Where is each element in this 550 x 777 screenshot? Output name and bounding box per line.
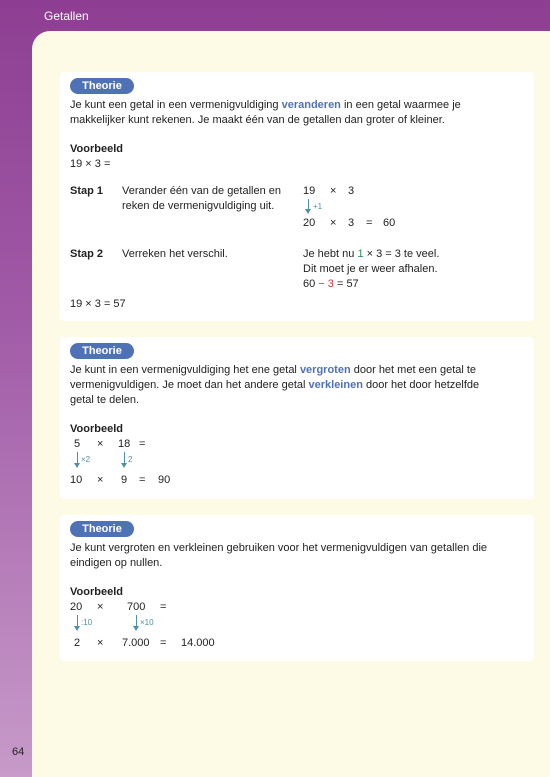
step-description: Verander één van de getallen en — [122, 185, 282, 197]
arrow-label: :10 — [81, 618, 93, 627]
calc-result: 14.000 — [181, 637, 215, 649]
equals-sign: = — [139, 438, 146, 450]
calc-number: 18 — [118, 438, 131, 450]
step-explanation: Je hebt nu 1 × 3 = 3 te veel. — [303, 248, 440, 260]
calc-number: 19 — [303, 185, 316, 197]
theory-text-line: vermenigvuldigen. Je moet dan het andere getal verkleinen door het door hetzelfde — [70, 379, 480, 391]
step-explanation: Dit moet je er weer afhalen. — [303, 263, 438, 275]
times-sign: × — [97, 438, 104, 450]
equals-sign: = — [366, 217, 373, 229]
equals-sign: = — [139, 474, 146, 486]
theory-text-line: eindigen op nullen. — [70, 557, 163, 569]
voorbeeld-heading: Voorbeeld — [70, 423, 123, 435]
step-explanation: 60 − 3 = 57 — [303, 278, 359, 290]
calc-number: 10 — [70, 474, 83, 486]
theory-card-1 — [60, 72, 534, 321]
voorbeeld-heading: Voorbeeld — [70, 143, 123, 155]
theory-text-line: makkelijker kunt rekenen. Je maakt één van de getallen dan groter of kleiner. — [70, 114, 445, 126]
step-label: Stap 2 — [70, 248, 104, 260]
theory-text-line: Je kunt een getal in een vermenigvuldiging veranderen in een getal waarmee je — [70, 99, 461, 111]
theory-card-2 — [60, 337, 534, 499]
voorbeeld-heading: Voorbeeld — [70, 586, 123, 598]
example-answer: 19 × 3 = 57 — [70, 298, 126, 310]
arrow-down-icon — [74, 626, 80, 631]
times-sign: × — [330, 217, 337, 229]
arrow-down-icon — [133, 626, 139, 631]
theorie-badge: Theorie — [70, 78, 134, 94]
times-sign: × — [97, 474, 104, 486]
equals-sign: = — [160, 601, 167, 613]
arrow-label: ×10 — [140, 618, 154, 627]
theory-text-line: Je kunt in een vermenigvuldiging het ene getal vergroten door het met een getal te — [70, 364, 477, 376]
theorie-badge: Theorie — [70, 521, 134, 537]
chapter-title: Getallen — [44, 9, 89, 23]
arrow-label: +1 — [313, 202, 323, 211]
calc-number: 20 — [303, 217, 316, 229]
calc-number: 9 — [121, 474, 128, 486]
calc-number: 700 — [127, 601, 146, 613]
example-problem: 19 × 3 = — [70, 158, 111, 170]
theory-text-line: getal te delen. — [70, 394, 140, 406]
theorie-badge: Theorie — [70, 343, 134, 359]
page — [32, 31, 550, 777]
times-sign: × — [97, 601, 104, 613]
calc-result: 60 — [383, 217, 396, 229]
step-description: reken de vermenigvuldiging uit. — [122, 200, 275, 212]
calc-number: 5 — [74, 438, 81, 450]
arrow-down-icon — [121, 463, 127, 468]
step-description: Verreken het verschil. — [122, 248, 228, 260]
theory-card-3 — [60, 515, 534, 661]
equals-sign: = — [160, 637, 167, 649]
theory-text-line: Je kunt vergroten en verkleinen gebruiken voor het vermenigvuldigen van getallen die — [70, 542, 488, 554]
page-number: 64 — [12, 746, 25, 758]
step-label: Stap 1 — [70, 185, 104, 197]
arrow-label: 2 — [128, 455, 133, 464]
calc-number: 3 — [348, 185, 355, 197]
arrow-label: ×2 — [81, 455, 91, 464]
calc-number: 20 — [70, 601, 83, 613]
times-sign: × — [97, 637, 104, 649]
calc-number: 3 — [348, 217, 355, 229]
times-sign: × — [330, 185, 337, 197]
arrow-down-icon — [74, 463, 80, 468]
calc-number: 7.000 — [122, 637, 150, 649]
calc-number: 2 — [74, 637, 81, 649]
arrow-down-icon — [305, 209, 311, 214]
calc-result: 90 — [158, 474, 171, 486]
